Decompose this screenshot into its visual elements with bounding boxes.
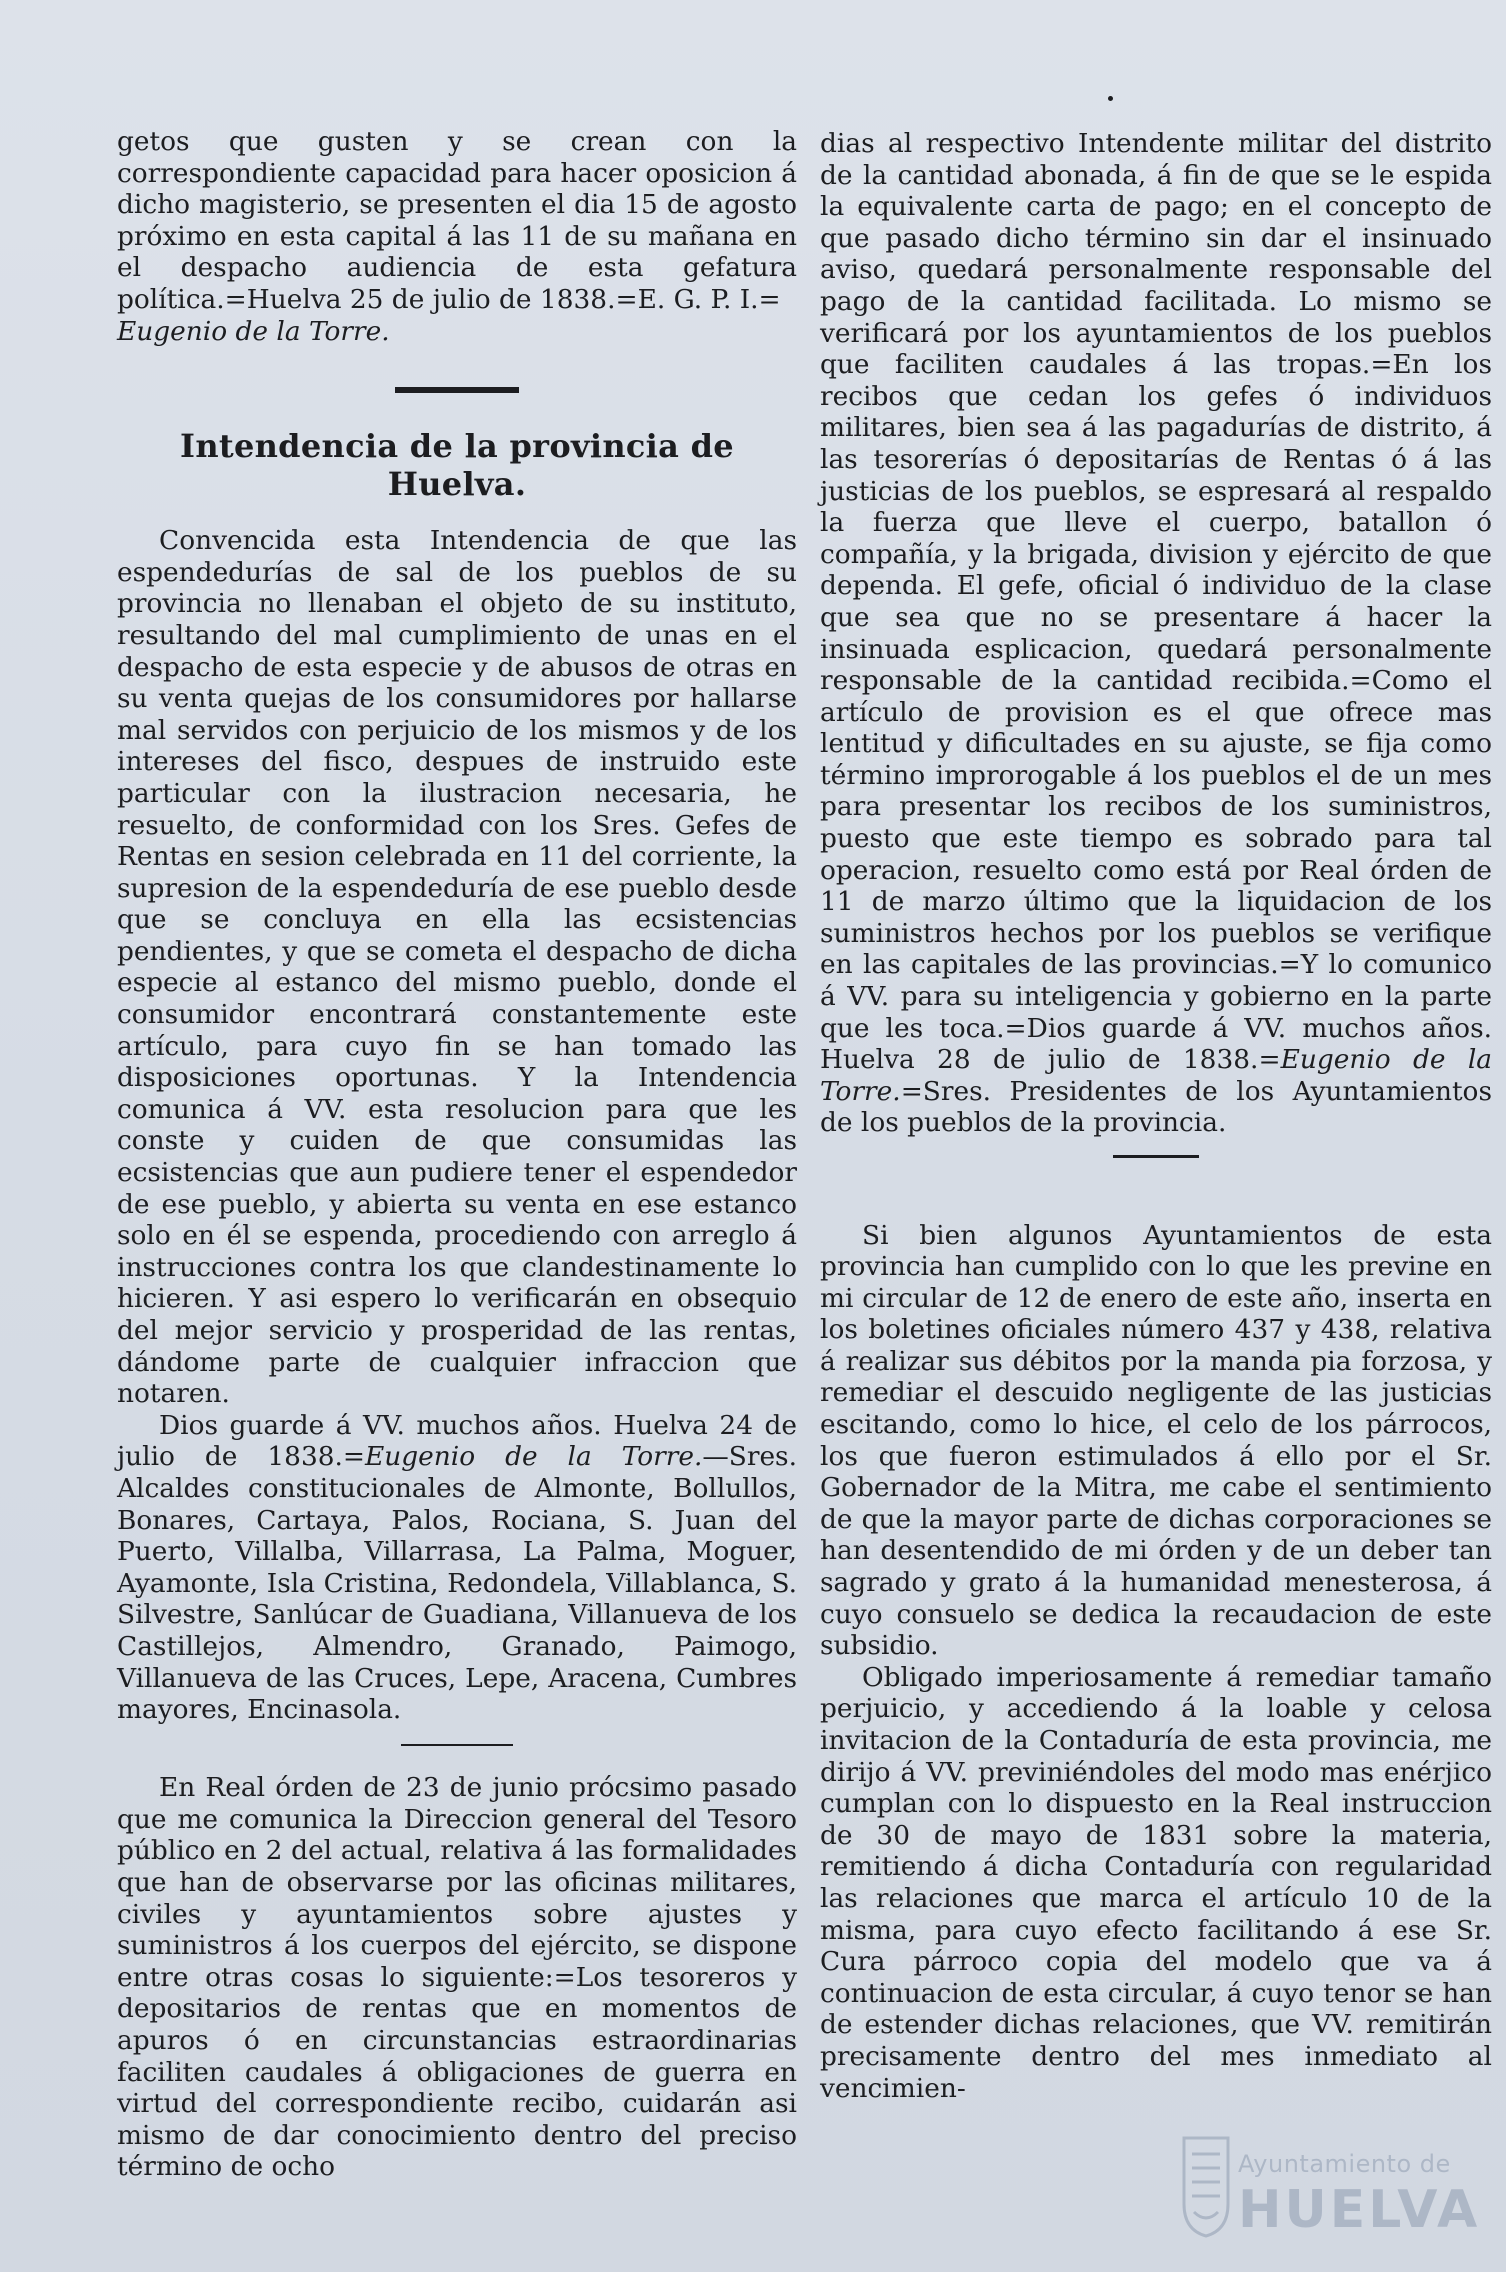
ink-dot	[1108, 96, 1113, 101]
watermark-line-1: Ayuntamiento de	[1238, 2150, 1451, 2178]
shield-icon	[1180, 2134, 1232, 2238]
right-column	[820, 128, 1492, 2104]
archive-watermark	[1180, 2128, 1490, 2246]
closing-signature: Eugenio de la Torre.	[365, 1441, 703, 1473]
continued-paragraph	[820, 128, 1492, 1139]
left-column	[117, 126, 797, 2183]
intro-paragraph	[117, 126, 797, 347]
intro-text: getos que gusten y se crean con la correspondiente capacidad para hacer oposicion á dicho magisterio, se presenten el dia 15 de agosto próximo en esta capital á las 11 de su mañana en el despacho audiencia de esta gefatura política.=Huelva 25 de julio de 1838.=E. G. P. I.=	[117, 126, 797, 315]
real-orden-paragraph: En Real órden de 23 de junio prócsimo pasado que me comunica la Direccion general del Tesoro público en 2 del actual, relativa á las formalidades que han de observarse por las oficinas militares, civiles y ayuntamientos sobre ajustes y suministros á los cuerpos del ejército, se dispone entre otras cosas lo siguiente:=Los tesoreros y depositarios de rentas que en momentos de apuros ó en circunstancias estraordinarias faciliten caudales á obligaciones de guerra en virtud del correspondiente recibo, cuidarán asi mismo de dar conocimiento dentro del preciso término de ocho	[117, 1772, 797, 2183]
continued-text: dias al respectivo Intendente militar del distrito de la cantidad abonada, á fin de que se le espida la equivalente carta de pago; en el concepto de que pasado dicho término sin dar el insinuado aviso, quedará personalmente responsable del pago de la cantidad facilitada. Lo mismo se verificará por los ayuntamientos de los pueblos que faciliten caudales á las tropas.=En los recibos que cedan los gefes ó individuos militares, bien sea á las pagadurías de distrito, á las tesorerías ó depositarías de Rentas ó á las justicias de los pueblos, se espresará al respaldo la fuerza que lleve el cuerpo, batallon ó compañía, y la brigada, division y ejército de que dependa. El gefe, oficial ó individuo de la clase que sea que no se presentare á hacer la insinuada esplicacion, quedará personalmente responsable de la cantidad recibida.=Como el artículo de provision es el que ofrece mas lentitud y dificultades en su ajuste, se fija como término improrogable á los pueblos el de un mes para presentar los recibos de los suministros, puesto que este tiempo es sobrado para tal operacion, resuelto como está por Real órden de 11 de marzo último que la liquidacion de los suministros hechos por los pueblos se verifique en las capitales de las provincias.=Y lo comunico á VV. para su inteligencia y gobierno en la parte que les toca.=Dios guarde á VV. muchos años. Huelva 28 de julio de 1838.=	[820, 128, 1492, 1076]
intro-signature: Eugenio de la Torre.	[117, 315, 390, 347]
watermark-line-2: HUELVA	[1238, 2180, 1481, 2240]
ayuntamientos-paragraph: Si bien algunos Ayuntamientos de esta provincia han cumplido con lo que les previne en mi circular de 12 de enero de este año, inserta en los boletines oficiales número 437 y 438, relativa á realizar sus débitos por la manda pia forzosa, y remediar el descuido negligente de las justicias escitando, como lo hice, el celo de los párrocos, los que fueron estimulados á ello por el Sr. Gobernador de la Mitra, me cabe el sentimiento de que la mayor parte de dichas corporaciones se han desentendido de mi órden y de un deber tan sagrado y grato á la humanidad menesterosa, á cuyo consuelo se dedica la recaudacion de este subsidio.	[820, 1219, 1492, 1662]
intendencia-paragraph: Convencida esta Intendencia de que las espendedurías de sal de los pueblos de su provincia no llenaban el objeto de su instituto, resultando del mal cumplimiento de unas en el despacho de esta especie y de abusos de otras en su venta quejas de los consumidores por hallarse mal servidos con perjuicio de los mismos y de los intereses del fisco, despues de instruido este particular con la ilustracion necesaria, he resuelto, de conformidad con los Sres. Gefes de Rentas en sesion celebrada en 11 del corriente, la supresion de la espendeduría de ese pueblo desde que se concluya en ella las ecsistencias pendientes, y que se cometa el despacho de dicha especie al estanco del mismo pueblo, donde el consumidor encontrará constantemente este artículo, para cuyo fin se han tomado las disposiciones oportunas. Y la Intendencia comunica á VV. esta resolucion para que les conste y cuiden de que consumidas las ecsistencias que aun pudiere tener el espendedor de ese pueblo, y abierta su venta en ese estanco solo en él se espenda, procediendo con arreglo á instrucciones contra los que clandestinamente lo hicieren. Y asi espero lo verificarán en obsequio del mejor servicio y prosperidad de las rentas, dándome parte de cualquier infraccion que notaren.	[117, 525, 797, 1410]
paragraph-divider	[401, 1744, 513, 1747]
section-heading: Intendencia de la provincia de Huelva.	[180, 427, 734, 504]
section-divider	[395, 387, 519, 393]
recipients-list: —Sres. Alcaldes constitucionales de Almonte, Bollullos, Bonares, Cartaya, Palos, Rociana, S. Juan del Puerto, Villalba, Villarrasa, La Palma, Moguer, Ayamonte, Isla Cristina, Redondela, Villablanca, S. Silvestre, Sanlúcar de Guadiana, Villanueva de los Castillejos, Almendro, Granado, Paimogo, Villanueva de las Cruces, Lepe, Aracena, Cumbres mayores, Encinasola.	[117, 1441, 797, 1726]
obligado-paragraph: Obligado imperiosamente á remediar tamaño perjuicio, y accediendo á la loable y celosa invitacion de la Contaduría de esta provincia, me dirijo á VV. previniéndoles del modo mas enérjico cumplan con lo dispuesto en la Real instruccion de 30 de mayo de 1831 sobre la materia, remitiendo á dicha Contaduría con regularidad las relaciones que marca el artículo 10 de la misma, para cuyo efecto facilitando á ese Sr. Cura párroco copia del modelo que va á continuacion de esta circular, á cuyo tenor se han de estender dichas relaciones, que VV. remitirán precisamente dentro del mes inmediato al vencimien-	[820, 1661, 1492, 2104]
closing-paragraph	[117, 1410, 797, 1726]
closing-text: Dios guarde á VV. muchos años. Huelva 24 de julio de 1838.=	[117, 1409, 797, 1473]
continued-recipients: =Sres. Presidentes de los Ayuntamientos de los pueblos de la provincia.	[820, 1075, 1492, 1139]
paragraph-divider	[1113, 1155, 1199, 1158]
continued-signature: Eugenio de la Torre.	[820, 1044, 1492, 1107]
